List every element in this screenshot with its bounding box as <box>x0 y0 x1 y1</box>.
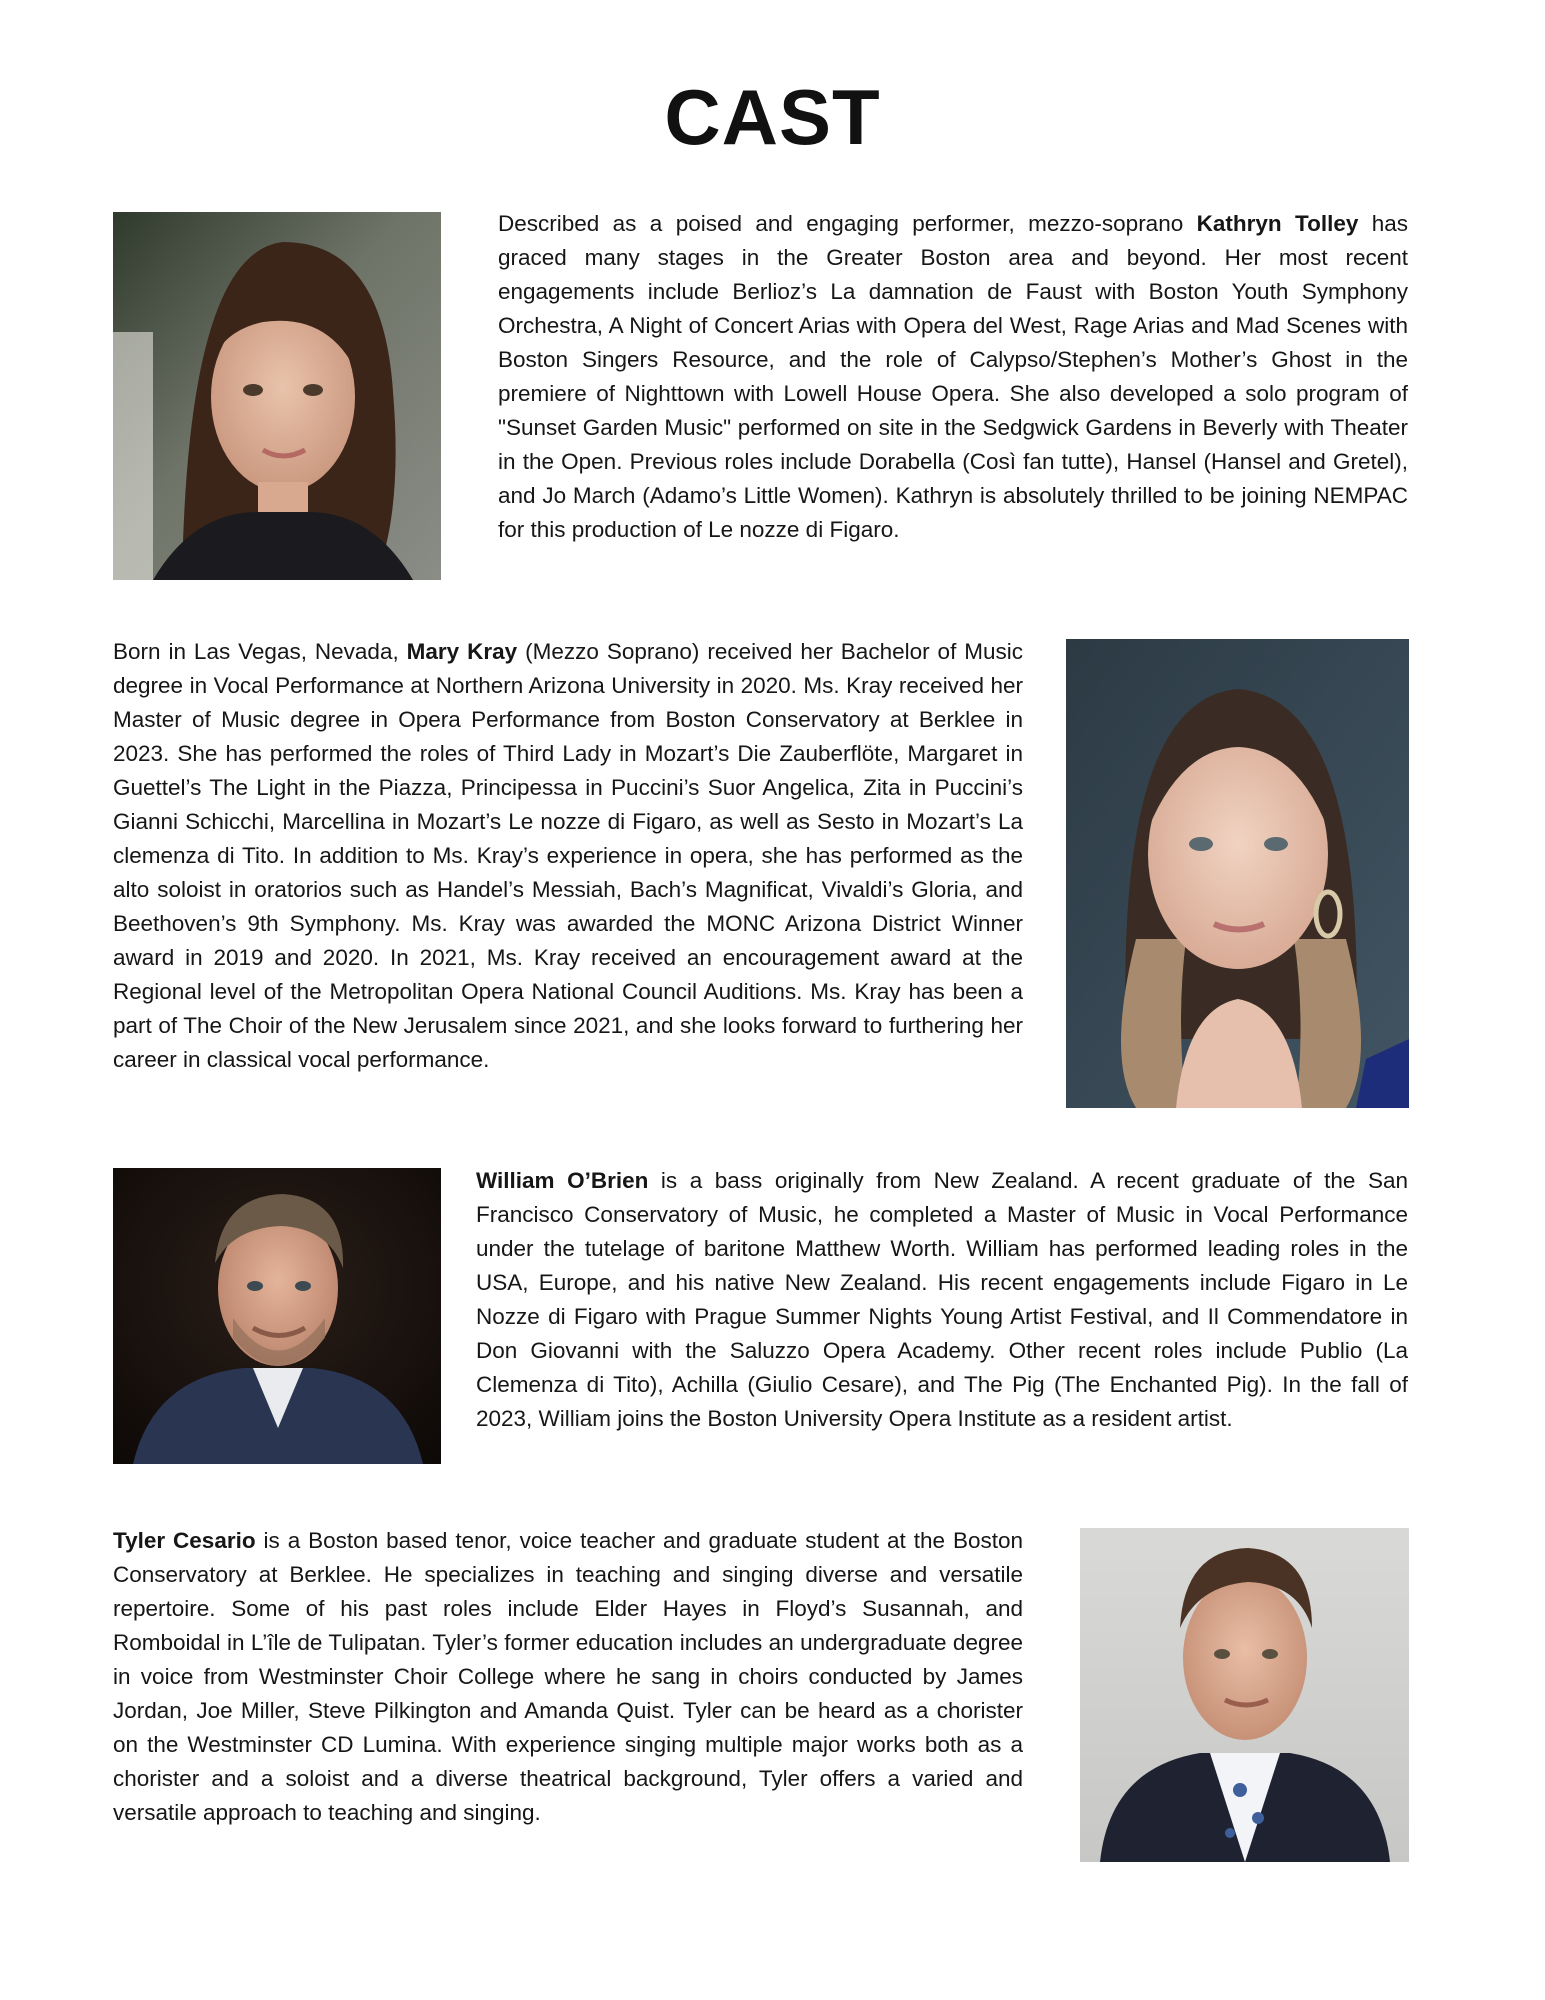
bio-text-before: Born in Las Vegas, Nevada, <box>113 639 407 664</box>
cast-member-name: Tyler Cesario <box>113 1528 256 1553</box>
bio-text: is a Boston based tenor, voice teacher and graduate student at the Boston Conservatory at Berklee. He specializes in teaching and singing diverse and versatile repertoire. Some of his past roles include Elder Hayes in Floyd’s Susannah, and Romboidal in L’île de Tulipatan. Tyler’s former education includes an undergraduate degree in voice from Westminster Choir College where he sang in choirs conducted by James Jordan, Joe Miller, Steve Pilkington and Amanda Quist. Tyler can be heard as a chorister on the Westminster CD Lumina. With experience singing multiple major works both as a chorister and a soloist and a diverse theatrical background, Tyler offers a varied and versatile approach to teaching and singing. <box>113 1528 1023 1825</box>
bio-text: has graced many stages in the Greater Boston area and beyond. Her most recent engagements include Berlioz’s La damnation de Faust with Boston Youth Symphony Orchestra, A Night of Concert Arias with Opera del West, Rage Arias and Mad Scenes with Boston Singers Resource, and the role of Calypso/Stephen’s Mother’s Ghost in the premiere of Nighttown with Lowell House Opera. She also developed a solo program of "Sunset Garden Music" performed on site in the Sedgwick Gardens in Beverly with Theater in the Open. Previous roles include Dorabella (Così fan tutte), Hansel (Hansel and Gretel), and Jo March (Adamo’s Little Women). Kathryn is absolutely thrilled to be joining NEMPAC for this production of Le nozze di Figaro. <box>498 211 1408 542</box>
page-title: CAST <box>664 73 881 161</box>
cast-member-name: Kathryn Tolley <box>1196 211 1359 236</box>
bio-tyler-cesario <box>113 1524 1023 1830</box>
bio-text-before: Described as a poised and engaging performer, mezzo-soprano <box>498 211 1197 236</box>
headshot-william-obrien <box>113 1168 441 1464</box>
bio-mary-kray <box>113 635 1023 1077</box>
bio-william-obrien <box>476 1164 1408 1436</box>
headshot-kathryn-tolley <box>113 212 441 580</box>
headshot-tyler-cesario <box>1080 1528 1409 1862</box>
bio-text: is a bass originally from New Zealand. A recent graduate of the San Francisco Conservatory of Music, he completed a Master of Music in Vocal Performance under the tutelage of baritone Matthew Worth. William has performed leading roles in the USA, Europe, and his native New Zealand. His recent engagements include Figaro in Le Nozze di Figaro with Prague Summer Nights Young Artist Festival, and Il Commendatore in Don Giovanni with the Saluzzo Opera Academy. Other recent roles include Publio (La Clemenza di Tito), Achilla (Giulio Cesare), and The Pig (The Enchanted Pig). In the fall of 2023, William joins the Boston University Opera Institute as a resident artist. <box>476 1168 1408 1431</box>
cast-member-name: William O’Brien <box>476 1168 649 1193</box>
headshot-mary-kray <box>1066 639 1409 1108</box>
cast-member-name: Mary Kray <box>406 639 518 664</box>
bio-text: (Mezzo Soprano) received her Bachelor of Music degree in Vocal Performance at Northern Arizona University in 2020. Ms. Kray received her Master of Music degree in Opera Performance from Boston Conservatory at Berklee in 2023. She has performed the roles of Third Lady in Mozart’s Die Zauberflöte, Margaret in Guettel’s The Light in the Piazza, Principessa in Puccini’s Suor Angelica, Zita in Puccini’s Gianni Schicchi, Marcellina in Mozart’s Le nozze di Figaro, as well as Sesto in Mozart’s La clemenza di Tito. In addition to Ms. Kray’s experience in opera, she has performed as the alto soloist in oratorios such as Handel’s Messiah, Bach’s Magnificat, Vivaldi’s Gloria, and Beethoven’s 9th Symphony. Ms. Kray was awarded the MONC Arizona District Winner award in 2019 and 2020. In 2021, Ms. Kray received an encouragement award at the Regional level of the Metropolitan Opera National Council Auditions. Ms. Kray has been a part of The Choir of the New Jerusalem since 2021, and she looks forward to furthering her career in classical vocal performance. <box>113 639 1024 1072</box>
bio-kathryn-tolley <box>498 207 1408 547</box>
